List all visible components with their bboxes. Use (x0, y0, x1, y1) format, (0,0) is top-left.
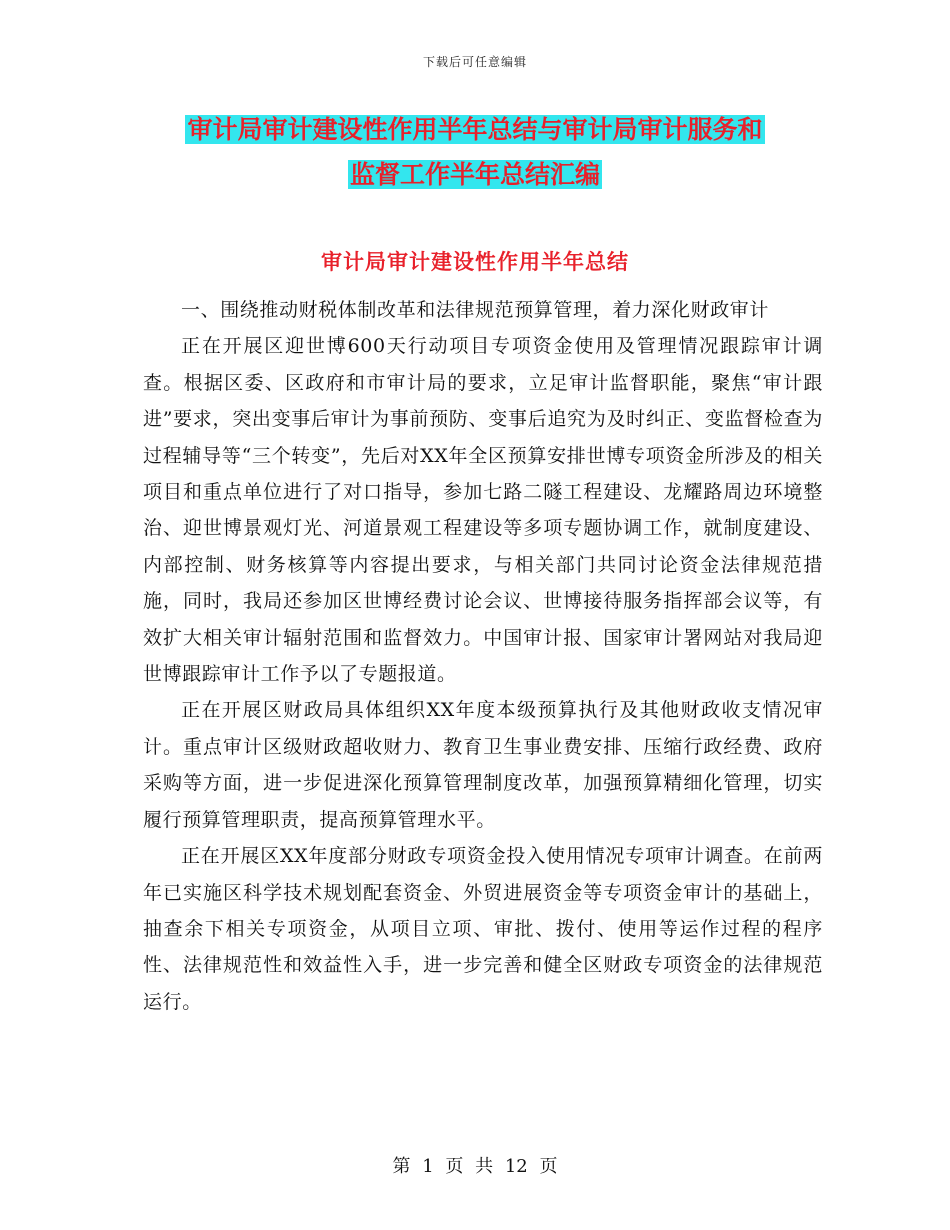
paragraph: 正在开展区XX年度部分财政专项资金投入使用情况专项审计调查。在前两年已实施区科学技术规划配套资金、外贸进展资金等专项资金审计的基础上，抽查余下相关专项资金，从项目立项、审批、拨付、使用等运作过程的程序性、法律规范性和效益性入手，进一步完善和健全区财政专项资金的法律规范运行。 (143, 845, 823, 1013)
document-title-text-1: 审计局审计建设性作用半年总结与审计局审计服务和 (187, 115, 763, 144)
document-title-text-2: 监督工作半年总结汇编 (349, 160, 600, 189)
document-body (143, 292, 823, 1020)
document-title-line-2 (0, 157, 950, 193)
document-title-line-1 (0, 112, 950, 148)
paragraph: 正在开展区迎世博600天行动项目专项资金使用及管理情况跟踪审计调查。根据区委、区政府和市审计局的要求，立足审计监督职能，聚焦“审计跟进”要求，突出变事后审计为事前预防、变事后追究为及时纠正、变监督检查为过程辅导等“三个转变”，先后对XX年全区预算安排世博专项资金所涉及的相关项目和重点单位进行了对口指导，参加七路二隧工程建设、龙耀路周边环境整治、迎世博景观灯光、河道景观工程建设等多项专题协调工作，就制度建设、内部控制、财务核算等内容提出要求，与相关部门共同讨论资金法律规范措施，同时，我局还参加区世博经费讨论会议、世博接待服务指挥部会议等，有效扩大相关审计辐射范围和监督效力。中国审计报、国家审计署网站对我局迎世博跟踪审计工作予以了专题报道。 (143, 335, 823, 686)
paragraph-heading: 一、围绕推动财税体制改革和法律规范预算管理，着力深化财政审计 (181, 299, 770, 321)
header-note: 下载后可任意编辑 (422, 55, 527, 69)
section-title: 审计局审计建设性作用半年总结 (321, 250, 629, 274)
page-footer: 第 1 页 共 12 页 (392, 1156, 558, 1177)
paragraph: 正在开展区财政局具体组织XX年度本级预算执行及其他财政收支情况审计。重点审计区级财政超收财力、教育卫生事业费安排、压缩行政经费、政府采购等方面，进一步促进深化预算管理制度改革，加强预算精细化管理，切实履行预算管理职责，提高预算管理水平。 (143, 699, 823, 831)
